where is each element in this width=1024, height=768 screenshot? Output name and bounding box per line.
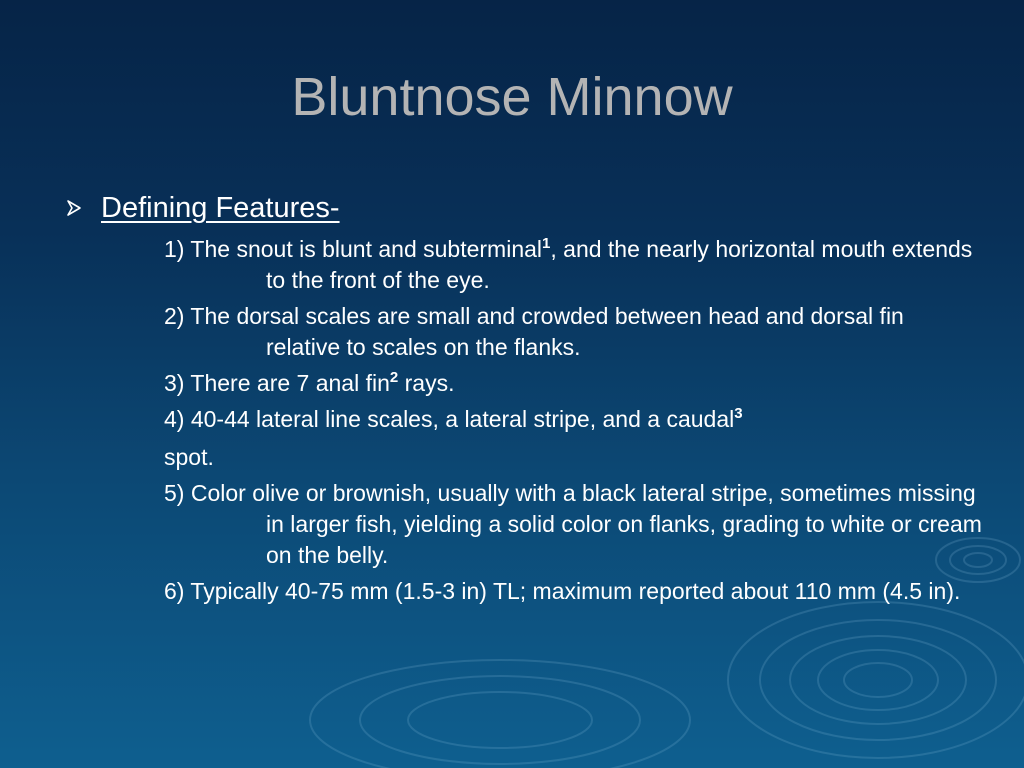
feature-item <box>164 478 984 571</box>
feature-text: 4) 40-44 lateral line scales, a lateral stripe, and a caudal <box>164 406 735 432</box>
bullet-heading-row <box>64 188 340 228</box>
arrowhead-bullet-icon <box>64 198 84 218</box>
footnote-marker: 1 <box>542 235 551 252</box>
feature-text-continued: rays. <box>398 370 455 396</box>
feature-item <box>164 301 984 363</box>
defining-features-heading: Defining Features- <box>101 191 340 224</box>
slide-title: Bluntnose Minnow <box>291 67 733 127</box>
feature-item <box>164 576 984 607</box>
feature-item <box>164 368 984 399</box>
feature-item <box>164 404 984 473</box>
feature-text: 5) Color olive or brownish, usually with a black lateral stripe, sometimes missing in larger fish, yielding a solid color on flanks, grading to white or cream on the belly. <box>164 480 982 568</box>
footnote-marker: 2 <box>389 369 399 386</box>
footnote-marker: 3 <box>734 405 743 422</box>
feature-text: 1) The snout is blunt and subterminal <box>164 236 543 262</box>
feature-text: 6) Typically 40-75 mm (1.5-3 in) TL; maximum reported about 110 mm (4.5 in). <box>164 578 961 604</box>
feature-text: 2) The dorsal scales are small and crowded between head and dorsal fin relative to scales on the flanks. <box>164 303 904 360</box>
feature-text-continued: , and the nearly horizontal mouth extends to the front of the eye. <box>266 236 973 293</box>
feature-item <box>164 234 984 296</box>
feature-list <box>164 234 984 612</box>
feature-text: 3) There are 7 anal fin <box>164 370 390 396</box>
feature-text-continued: spot. <box>164 444 214 470</box>
